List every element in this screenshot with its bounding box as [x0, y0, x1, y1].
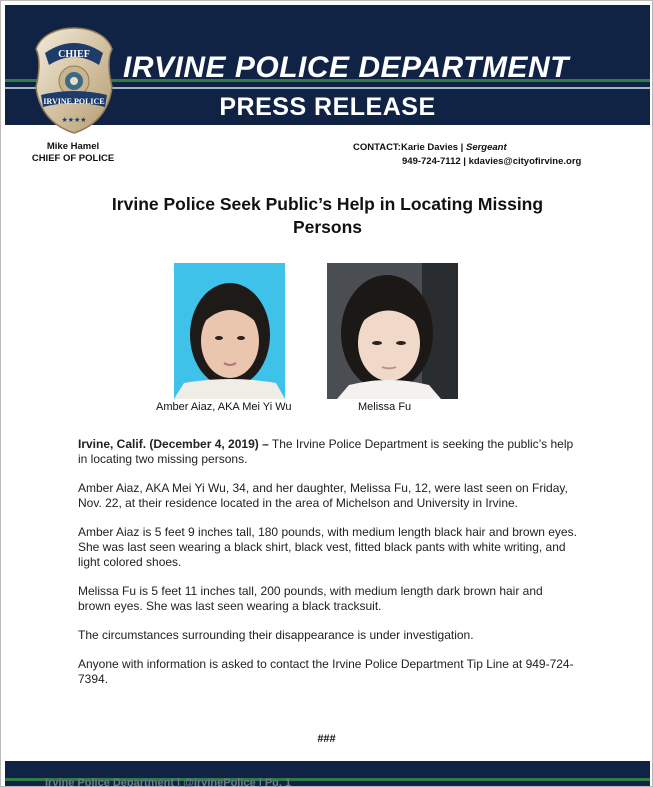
end-mark: ### — [317, 733, 336, 745]
photo-caption: Amber Aiaz, AKA Mei Yi Wu — [156, 401, 292, 413]
headline: Irvine Police Seek Public’s Help in Locating Missing Persons — [111, 194, 544, 237]
photo-melissa-fu — [327, 263, 458, 399]
contact-name: Karie Davies | — [401, 142, 466, 153]
badge-text-top: CHIEF — [58, 49, 90, 60]
press-release-body — [78, 437, 578, 701]
photo-amber-aiaz — [174, 263, 285, 399]
paragraph-6: Anyone with information is asked to contact the Irvine Police Department Tip Line at 949-724-7394. — [78, 657, 574, 686]
svg-text:★★★★: ★★★★ — [61, 116, 87, 124]
paragraph-3: Amber Aiaz is 5 feet 9 inches tall, 180 pounds, with medium length black hair and brown eyes. She was last seen wearing a black shirt, black vest, fitted black pants with white writing, and light colored shoes. — [78, 525, 577, 569]
contact-label: CONTACT: — [353, 142, 401, 153]
department-title: IRVINE POLICE DEPARTMENT — [123, 51, 569, 84]
contact-rank: Sergeant — [465, 142, 507, 153]
photo-caption: Melissa Fu — [358, 401, 412, 413]
chief-badge-icon — [33, 25, 115, 135]
badge-text-bottom: IRVINE POLICE — [43, 97, 105, 106]
contact-block — [353, 141, 581, 169]
footer-text: Irvine Police Department | @IrvinePolice | Pg. 1 — [45, 777, 292, 787]
contact-phone-email: 949-724-7112 | kdavies@cityofirvine.org — [402, 156, 582, 167]
paragraph-1-text: The Irvine Police Department is seeking the public’s help in locating two missing persons. — [78, 437, 574, 466]
paragraph-1 — [78, 437, 578, 467]
paragraph-2: Amber Aiaz, AKA Mei Yi Wu, 34, and her daughter, Melissa Fu, 12, were last seen on Friday, Nov. 22, at their residence located in the area of Michelson and University in Irvine. — [78, 481, 568, 510]
paragraph-4: Melissa Fu is 5 feet 11 inches tall, 200 pounds, with medium length dark brown hair and brown eyes. She was last seen wearing a black tracksuit. — [78, 584, 543, 613]
chief-title: CHIEF OF POLICE — [31, 153, 115, 164]
dateline: Irvine, Calif. (December 4, 2019) – — [78, 437, 269, 451]
press-release-title: PRESS RELEASE — [219, 93, 436, 121]
chief-name: Mike Hamel — [46, 141, 100, 152]
chief-of-police-block — [23, 141, 123, 165]
paragraph-5: The circumstances surrounding their disappearance is under investigation. — [78, 628, 474, 642]
